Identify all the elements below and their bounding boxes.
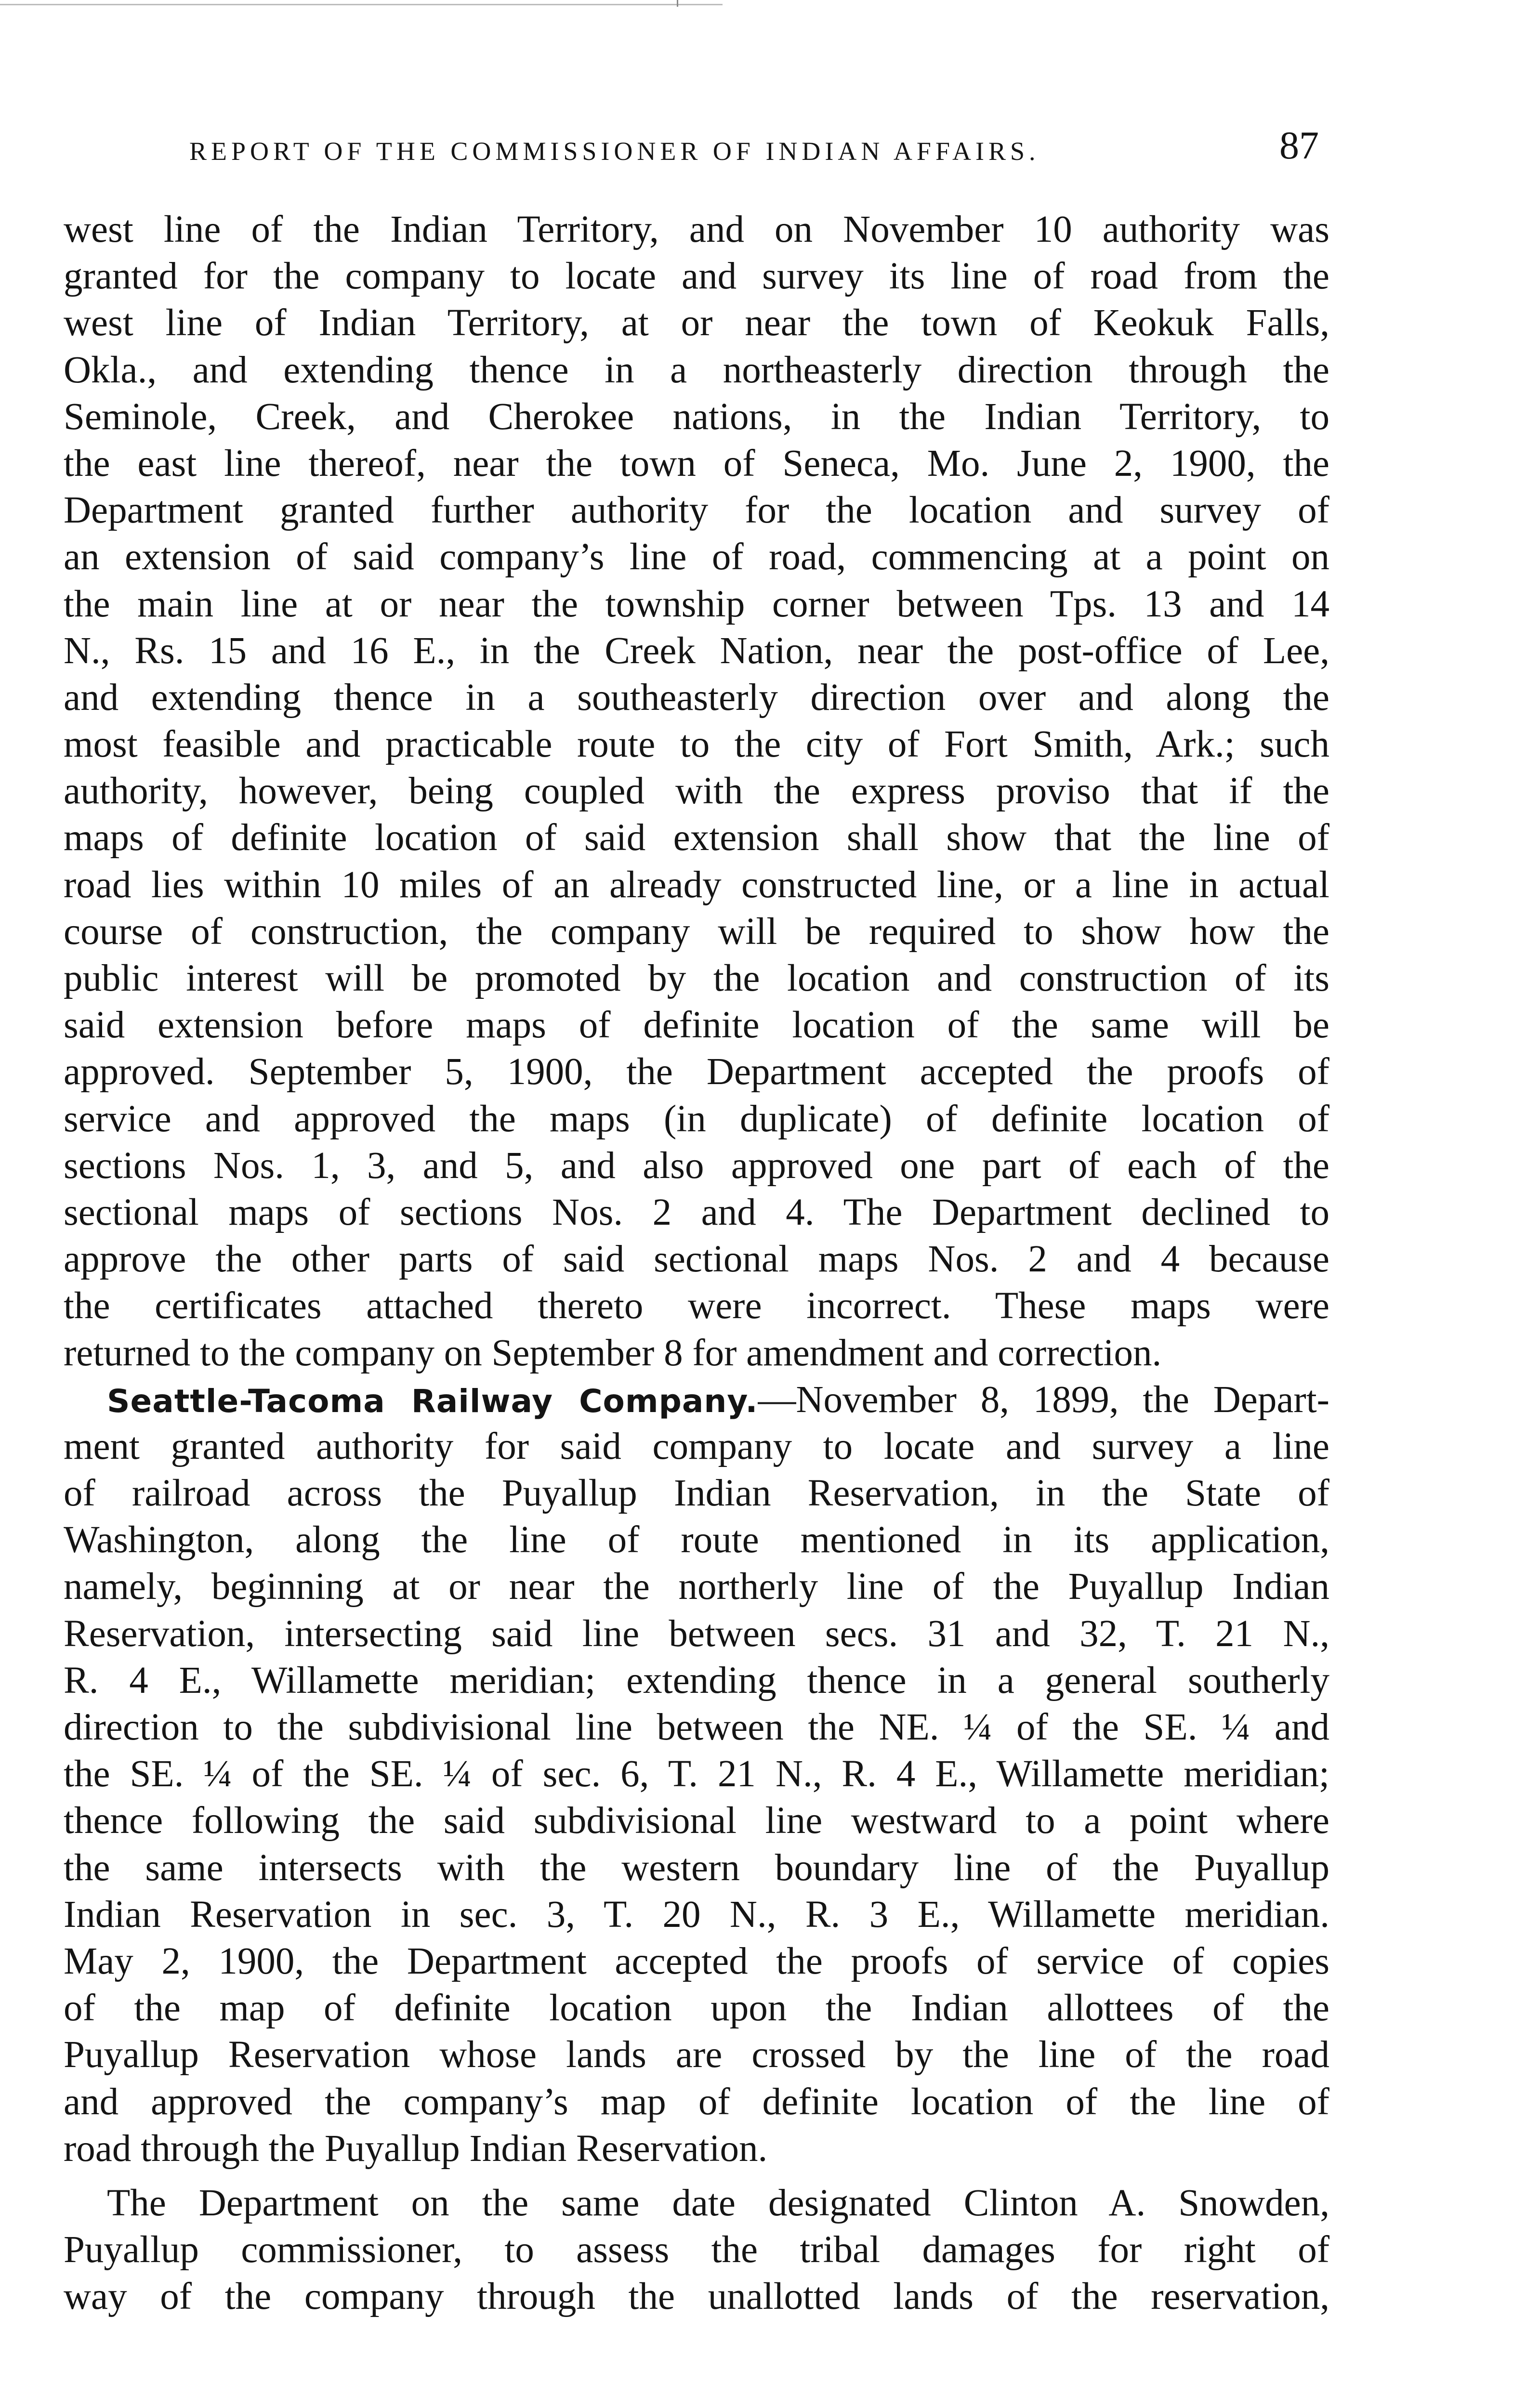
text-line: west line of the Indian Territory, and on November 10 authority was bbox=[64, 209, 1329, 250]
lead-line-text: —November 8, 1899, the Depart- bbox=[758, 1378, 1329, 1421]
text-line: road lies within 10 miles of an already constructed line, or a line in actual bbox=[64, 864, 1329, 906]
text-line: The Department on the same date designated Clinton A. Snowden, bbox=[107, 2182, 1329, 2224]
paragraph-gap bbox=[64, 2172, 1329, 2180]
text-line: the east line thereof, near the town of Seneca, Mo. June 2, 1900, the bbox=[64, 442, 1329, 484]
top-edge-mark bbox=[677, 0, 678, 7]
page-number: 87 bbox=[1279, 123, 1319, 167]
text-line: an extension of said company’s line of road, commencing at a point on bbox=[64, 536, 1329, 578]
text-line: sections Nos. 1, 3, and 5, and also approved one part of each of the bbox=[64, 1144, 1329, 1187]
text-line: R. 4 E., Willamette meridian; extending thence in a general southerly bbox=[64, 1659, 1329, 1701]
text-line: the same intersects with the western boundary line of the Puyallup bbox=[64, 1846, 1329, 1889]
text-line: Department granted further authority for the location and survey of bbox=[64, 489, 1329, 532]
text-line: and extending thence in a southeasterly direction over and along the bbox=[64, 676, 1329, 719]
text-line: granted for the company to locate and survey its line of road from the bbox=[64, 255, 1329, 298]
text-line: said extension before maps of definite location of the same will be bbox=[64, 1004, 1329, 1047]
text-line: Indian Reservation in sec. 3, T. 20 N., R. 3 E., Willamette meridian. bbox=[64, 1893, 1329, 1936]
text-line: sectional maps of sections Nos. 2 and 4. The Department declined to bbox=[64, 1191, 1329, 1233]
text-line: N., Rs. 15 and 16 E., in the Creek Nation, near the post-office of Lee, bbox=[64, 629, 1329, 672]
text-line: Washington, along the line of route mentioned in its application, bbox=[64, 1519, 1329, 1561]
text-line: course of construction, the company will be required to show how the bbox=[64, 910, 1329, 953]
paragraph-lead-line bbox=[64, 1376, 1329, 1423]
body-text bbox=[64, 206, 1329, 2320]
text-line: way of the company through the unallotted lands of the reservation, bbox=[64, 2276, 1329, 2318]
text-line: Reservation, intersecting said line between secs. 31 and 32, T. 21 N., bbox=[64, 1612, 1329, 1655]
text-line: the certificates attached thereto were incorrect. These maps were bbox=[64, 1285, 1329, 1327]
text-line: approve the other parts of said sectional maps Nos. 2 and 4 because bbox=[64, 1238, 1329, 1281]
text-line: direction to the subdivisional line between the NE. ¼ of the SE. ¼ and bbox=[64, 1706, 1329, 1748]
text-line: public interest will be promoted by the location and construction of its bbox=[64, 957, 1329, 999]
text-line: returned to the company on September 8 for amendment and correction. bbox=[64, 1332, 1162, 1374]
paragraph-3 bbox=[64, 2180, 1329, 2320]
top-edge-rule bbox=[0, 4, 723, 5]
text-line: Puyallup Reservation whose lands are crossed by the line of the road bbox=[64, 2034, 1329, 2076]
text-line: May 2, 1900, the Department accepted the proofs of service of copies bbox=[64, 1940, 1329, 1982]
text-line: the main line at or near the township corner between Tps. 13 and 14 bbox=[64, 583, 1329, 625]
paragraph-2 bbox=[64, 1376, 1329, 2172]
text-line: Okla., and extending thence in a northeasterly direction through the bbox=[64, 349, 1329, 391]
text-line: west line of Indian Territory, at or near the town of Keokuk Falls, bbox=[64, 302, 1329, 344]
text-line: namely, beginning at or near the northerly line of the Puyallup Indian bbox=[64, 1566, 1329, 1608]
text-line: and approved the company’s map of definite location of the line of bbox=[64, 2081, 1329, 2123]
text-line: the SE. ¼ of the SE. ¼ of sec. 6, T. 21 N., R. 4 E., Willamette meridian; bbox=[64, 1753, 1329, 1795]
text-line: most feasible and practicable route to the city of Fort Smith, Ark.; such bbox=[64, 723, 1329, 766]
text-line: thence following the said subdivisional line westward to a point where bbox=[64, 1800, 1329, 1842]
page-header bbox=[189, 123, 1319, 176]
section-heading: Seattle-Tacoma Railway Company. bbox=[107, 1382, 758, 1420]
text-line: service and approved the maps (in duplicate) of definite location of bbox=[64, 1098, 1329, 1140]
paragraph-1 bbox=[64, 206, 1329, 1376]
text-line: Puyallup commissioner, to assess the tribal damages for right of bbox=[64, 2229, 1329, 2271]
running-title: REPORT OF THE COMMISSIONER OF INDIAN AFFAIRS. bbox=[189, 137, 1040, 166]
text-line: of railroad across the Puyallup Indian Reservation, in the State of bbox=[64, 1472, 1329, 1515]
text-line: Seminole, Creek, and Cherokee nations, in the Indian Territory, to bbox=[64, 395, 1329, 438]
text-line: maps of definite location of said extension shall show that the line of bbox=[64, 817, 1329, 859]
text-line: ment granted authority for said company to locate and survey a line bbox=[64, 1425, 1329, 1467]
text-line: authority, however, being coupled with the express proviso that if the bbox=[64, 770, 1329, 812]
text-line: approved. September 5, 1900, the Department accepted the proofs of bbox=[64, 1051, 1329, 1093]
text-line: road through the Puyallup Indian Reservation. bbox=[64, 2127, 768, 2170]
text-line: of the map of definite location upon the Indian allottees of the bbox=[64, 1987, 1329, 2029]
